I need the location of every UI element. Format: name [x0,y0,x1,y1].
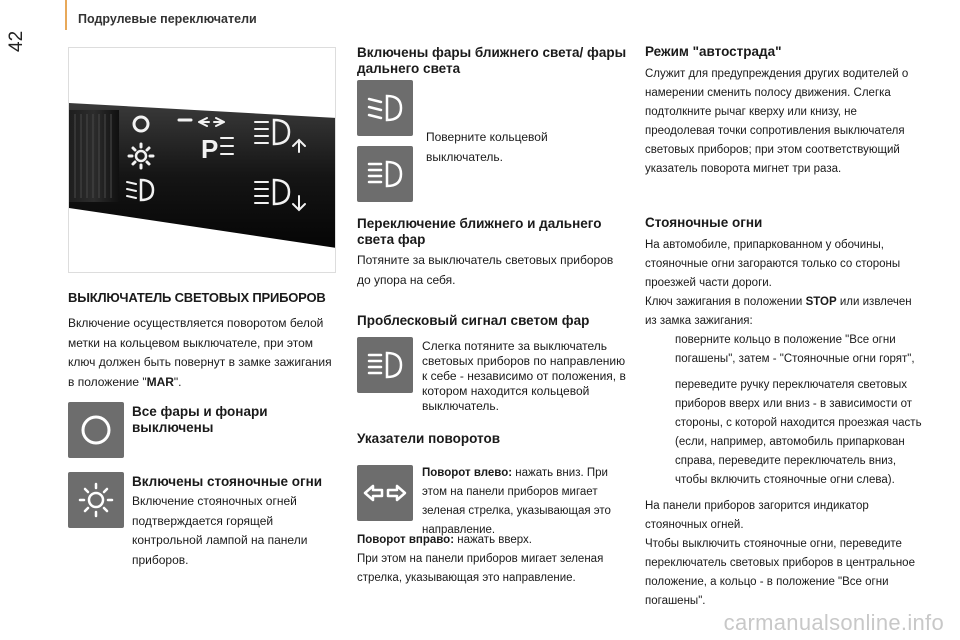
turn-right-desc: нажать вверх. [454,534,532,546]
beam-title: Включены фары ближнего света/ фары дальнего света [357,45,627,76]
page-number: 42 [6,30,27,52]
bullet-text-1: поверните кольцо в положение "Все огни погашены", затем - "Стояночные огни горят", [675,334,915,365]
section-title-light-switch: ВЫКЛЮЧАТЕЛЬ СВЕТОВЫХ ПРИБОРОВ [68,290,326,305]
turn-left-label: Поворот влево: [422,467,513,479]
all-off-icon [68,402,124,458]
flash-title: Проблесковый сигнал светом фар [357,313,590,328]
parking-key-a: Ключ зажигания в положении [645,296,806,308]
ignition-stop: STOP [805,296,837,308]
parking-lights-text [645,236,925,611]
switch-title: Переключение ближнего и дальнего света фар [357,216,602,247]
intro-text [68,314,340,392]
bullet-item-1 [645,331,925,369]
parking-text-3: Чтобы выключить стояночные огни, переведите переключатель световых приборов в центральное положение, а кольцо - в положение "Все огни погашены". [645,538,915,607]
intro-text-c: ". [173,374,182,389]
all-off-title: Все фары и фонари выключены [132,404,268,435]
bullet-item-2 [645,376,925,490]
parking-text-1: На автомобиле, припаркованном у обочины, стояночные огни загораются только со стороны проезжей части дороги. [645,239,901,289]
turn-title: Указатели поворотов [357,431,501,446]
parking-lights-title: Стояночные огни [645,215,763,230]
beam-text: Поверните кольцевой выключатель. [426,130,548,164]
low-beam-icon [357,80,413,136]
parking-text-2: На панели приборов загорится индикатор стояночных огней. [645,500,869,531]
parking-lights-icon [68,472,124,528]
flash-icon [357,337,413,393]
watermark: carmanualsonline.info [723,610,944,635]
intro-text-a: Включение осуществляется поворотом белой метки на кольцевом выключателе, при этом ключ должен быть повернут в замке зажигания в положение " [68,316,332,389]
highway-text: Служит для предупреждения других водителей о намерении сменить полосу движения. Слегка подтолкните рычаг кверху или книзу, не преодолевая точки сопротивления выключателя световых приборов; при этом соответствующий указатель поворота мигнет три раза. [645,68,909,175]
flash-text: Слегка потяните за выключатель световых приборов по направлению к себе - независимо от положения, в котором находится кольцевой выключатель. [422,339,626,413]
ignition-mar: MAR [146,374,174,389]
turn-right-desc-2: При этом на панели приборов мигает зеленая стрелка, указывающая это направление. [357,553,604,584]
parking-title: Включены стояночные огни [132,474,323,489]
parking-key-c: или извлечен из замка зажигания: [645,296,912,327]
turn-left-text [422,464,634,540]
bullet-text-2: переведите ручку переключателя световых приборов вверх или вниз - в зависимости от стороны, с которой находится проезжая часть (если, например, автомобиль припаркован справа, переведите переключатель вниз, чтобы включить стояночные огни слева). [675,379,922,486]
switch-text: Потяните за выключатель световых приборов до упора на себя. [357,253,614,287]
parking-key-text [645,293,925,331]
turn-signal-icon [357,465,413,521]
highway-title: Режим "автострада" [645,44,782,59]
turn-right-label: Поворот вправо: [357,534,455,546]
parking-text: Включение стояночных огней подтверждается горящей контрольной лампой на панели приборов. [132,494,308,567]
svg-text:P: P [201,134,219,164]
turn-right-text [357,531,637,588]
turn-left-desc: нажать вниз. При этом на панели приборов мигает зеленая стрелка, указывающая это направление. [422,467,611,536]
high-beam-icon [357,146,413,202]
page-header: Подрулевые переключатели [78,12,257,26]
header-rule [65,0,67,30]
light-switch-photo [68,47,336,273]
